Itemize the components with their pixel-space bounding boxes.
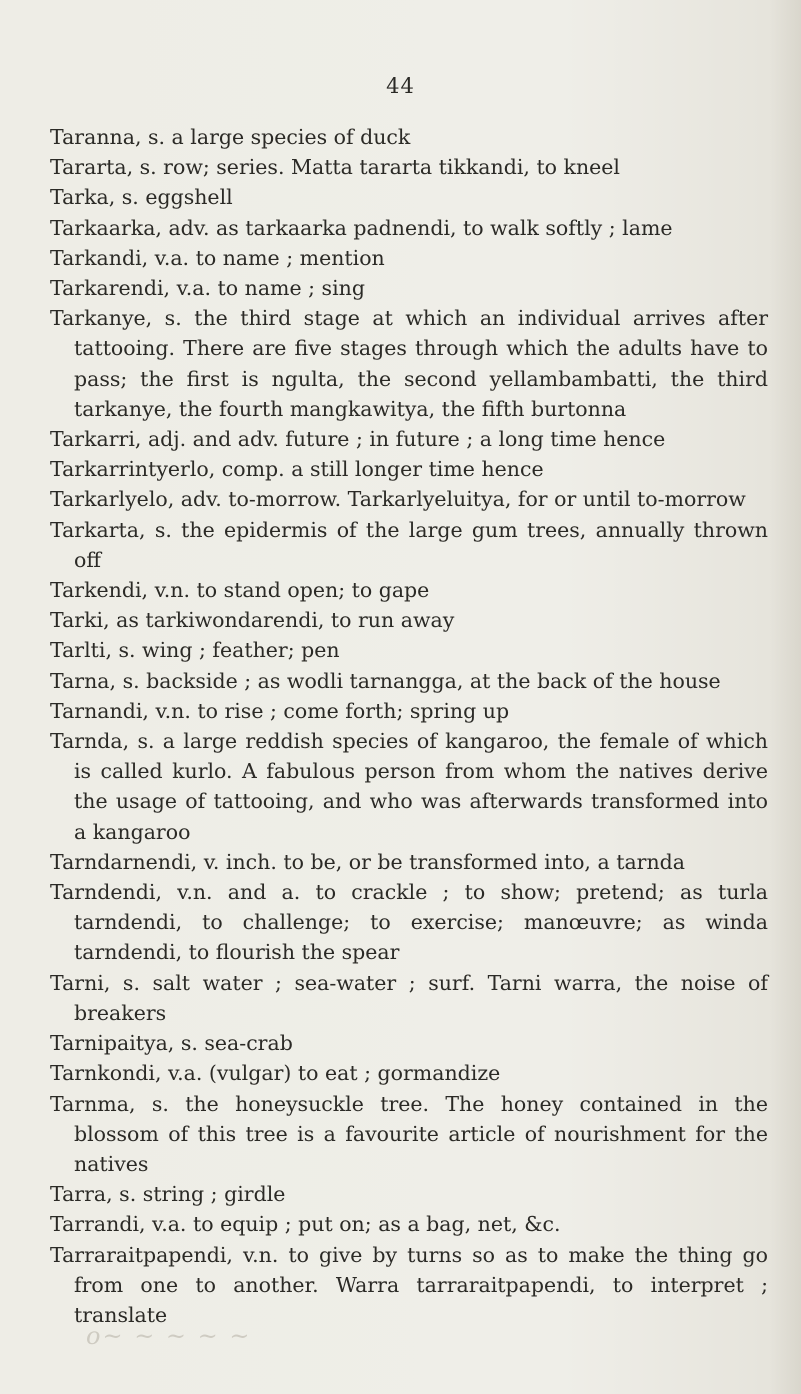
headword: Tarkaarka,	[50, 215, 162, 240]
dictionary-entry	[50, 122, 768, 152]
definition: as tarkiwondarendi, to run away	[109, 608, 455, 633]
dictionary-entry	[50, 968, 768, 1028]
headword: Tarlti,	[50, 638, 112, 663]
page-number: 44	[386, 74, 415, 98]
dictionary-entry	[50, 1209, 768, 1239]
definition: adv. as tarkaarka padnendi, to walk softly ; lame	[161, 215, 673, 240]
dictionary-entry	[50, 303, 768, 424]
dictionary-entry	[50, 1240, 768, 1331]
definition: v.n. and a. to crackle ; to show; pretend; as turla tarndendi, to challenge; to exercise; manœuvre; as winda tarndendi, to flourish the spear	[74, 880, 768, 965]
headword: Tarkanye,	[50, 306, 153, 331]
definition: v. inch. to be, or be transformed into, a tarnda	[197, 849, 686, 874]
headword: Tarnma,	[50, 1091, 136, 1116]
definition: s. a large reddish species of kangaroo, the female of which is called kurlo. A fabulous person from whom the natives derive the usage of tattooing, and who was afterwards transformed into a kangaroo	[74, 729, 768, 844]
headword: Tarnipaitya,	[50, 1031, 175, 1056]
headword: Tarki,	[50, 608, 110, 633]
definition: s. the third stage at which an individual arrives after tattooing. There are five stages through which the adults have to pass; the first is ngulta, the second yellambambatti, the third tarkanye, the fourth mangkawitya, the fifth burtonna	[74, 306, 768, 421]
definition: s. string ; girdle	[112, 1182, 286, 1207]
dictionary-entry	[50, 424, 768, 454]
definition: v.a. to equip ; put on; as a bag, net, &c.	[145, 1212, 561, 1237]
dictionary-entry	[50, 635, 768, 665]
dictionary-entry	[50, 666, 768, 696]
headword: Tarnda,	[50, 729, 130, 754]
headword: Tarraraitpapendi,	[50, 1242, 233, 1267]
dictionary-entry	[50, 182, 768, 212]
headword: Tarra,	[50, 1182, 113, 1207]
dictionary-entry	[50, 1179, 768, 1209]
definition: comp. a still longer time hence	[215, 457, 544, 482]
definition: s. wing ; feather; pen	[111, 638, 340, 663]
dictionary-entry	[50, 484, 768, 514]
definition: s. sea-crab	[174, 1031, 293, 1056]
definition: s. the epidermis of the large gum trees, annually thrown off	[74, 517, 768, 572]
headword: Tarkarlyelo,	[50, 487, 175, 512]
definition: s. backside ; as wodli tarnangga, at the back of the house	[116, 668, 721, 693]
definition: adv. to-morrow. Tarkarlyeluitya, for or until to-morrow	[174, 487, 746, 512]
headword: Tarndendi,	[50, 880, 162, 905]
definition: adj. and adv. future ; in future ; a long time hence	[141, 427, 666, 452]
headword: Tarna,	[50, 668, 117, 693]
definition: v.a. (vulgar) to eat ; gormandize	[161, 1061, 501, 1086]
definition: s. a large species of duck	[141, 125, 411, 149]
headword: Tarkarendi,	[50, 276, 171, 301]
headword: Tarkandi,	[50, 245, 149, 270]
headword: Tarrandi,	[50, 1212, 146, 1237]
headword: Tarkarri,	[50, 427, 142, 452]
headword: Taranna,	[50, 125, 142, 149]
definition: s. the honeysuckle tree. The honey contained in the blossom of this tree is a favourite article of nourishment for the natives	[74, 1091, 768, 1176]
dictionary-entry	[50, 847, 768, 877]
definition: v.a. to name ; sing	[170, 276, 365, 301]
dictionary-entry	[50, 575, 768, 605]
definition: s. eggshell	[115, 185, 233, 210]
headword: Tarkarta,	[50, 517, 146, 542]
headword: Tarnkondi,	[50, 1061, 162, 1086]
definition: v.n. to give by turns so as to make the thing go from one to another. Warra tarraraitpapendi, to interpret ; translate	[74, 1242, 768, 1327]
dictionary-entry	[50, 1089, 768, 1180]
dictionary-entry	[50, 243, 768, 273]
entry-list	[50, 122, 768, 1330]
dictionary-entry	[50, 152, 768, 182]
dictionary-entry	[50, 877, 768, 968]
dictionary-entry	[50, 213, 768, 243]
definition: s. salt water ; sea-water ; surf. Tarni warra, the noise of breakers	[74, 970, 768, 1025]
bleed-through-smudge: o~ ~ ~ ~ ~	[86, 1322, 252, 1350]
definition: v.n. to rise ; come forth; spring up	[148, 698, 510, 723]
definition: v.a. to name ; mention	[148, 245, 385, 270]
dictionary-entry	[50, 1028, 768, 1058]
headword: Tarndarnendi,	[50, 849, 198, 874]
definition: v.n. to stand open; to gape	[148, 578, 430, 603]
dictionary-entry	[50, 454, 768, 484]
dictionary-entry	[50, 515, 768, 575]
dictionary-entry	[50, 273, 768, 303]
dictionary-entry	[50, 1058, 768, 1088]
headword: Tarka,	[50, 185, 116, 210]
headword: Tararta,	[50, 155, 134, 180]
headword: Tarkendi,	[50, 578, 149, 603]
dictionary-entry	[50, 605, 768, 635]
dictionary-entry	[50, 726, 768, 847]
headword: Tarni,	[50, 970, 111, 995]
headword: Tarkarrintyerlo,	[50, 457, 216, 482]
definition: s. row; series. Matta tararta tikkandi, to kneel	[133, 155, 620, 180]
headword: Tarnandi,	[50, 698, 149, 723]
dictionary-entry	[50, 696, 768, 726]
